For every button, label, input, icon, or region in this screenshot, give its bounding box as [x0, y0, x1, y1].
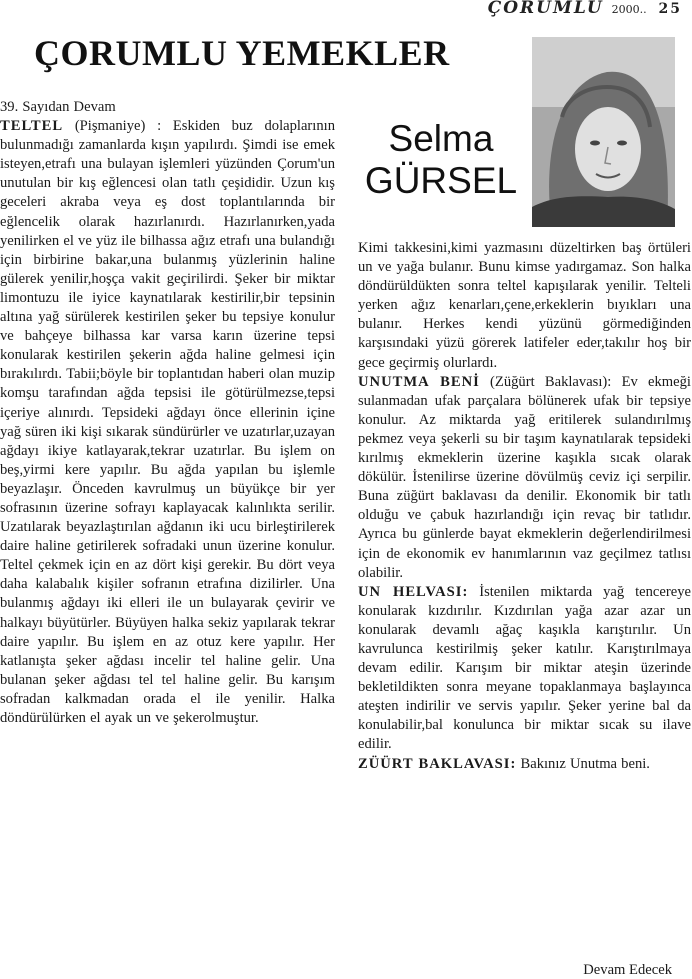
teltel-paragraph — [0, 117, 335, 728]
author-first-name: Selma — [388, 118, 494, 159]
author-photo — [532, 37, 675, 227]
unutma-beni-text: (Züğürt Baklavası): Ev ekmeği sulanmadan ufak parçalara bölünerek ufak bir tepsiye konulur. Az miktarda yağ eritilerek sulandırılmış pekmez veya şekerli su bir taşım kaynatılarak tepsideki kırılmış ekmeklerin üzerine kaşıkla sıcak olarak dökülür. İstenilirse üzerine dövülmüş ceviz içi serpilir. Buna züğürt baklavası da denilir. Ekonomik bir tatlı olduğu ve çabuk hazırlandığı için revaç bir tatlıdır. Ayrıca bu günlerde bayat ekmeklerin değerlendirilmesi için de ekonomik ev hanımlarının vaz geçilmez tatlısı olabilir. — [358, 373, 691, 581]
zuurt-baklavasi-heading: ZÜÜRT BAKLAVASI: — [358, 755, 517, 772]
continued-footer: Devam Edecek — [583, 962, 672, 978]
continued-note: 39. Sayıdan Devam — [0, 99, 116, 115]
left-column-article — [0, 98, 335, 728]
un-helvasi-heading: UN HELVASI: — [358, 583, 469, 600]
page-title: ÇORUMLU YEMEKLER — [34, 33, 450, 73]
magazine-logo — [488, 0, 682, 18]
page-number: 25 — [658, 1, 682, 17]
portrait-image — [532, 37, 675, 227]
teltel-text: (Pişmaniye) : Eskiden buz dolaplarının bulunmadığı zamanlarda kışın yapılırdı. Şimdi ise emek isteyen,etrafı una bulayan işlemleri yüzünden Çorum'un unutulan bir kış eğlencesi olan tatlı çeşididir. Uzun kış geceleri akraba veya eş dost toplantılarında bir eğlencelik olarak hazırlanırdı. Hazırlanırken,yada yenilirken el ve yüz ile bilhassa ağız etrafı una bulandığı için birbirine bakar,una bulanmış yüzlerinin haline gülerek yenilir,hoşça vakit geçirilirdi. Şeker bir miktar limontuzu ile iyice kaynatılarak kestirilir,bir tepsinin altına yağ sürülerek kestirilen şeker bu tepsiye konulur ve bahçeye bilhassa kar varsa karın üzerine tepsi konularak kestirilen şekerin ağda haline gelmesi için bırakılırdı. Tabii;böyle bir toplantıdan haberi olan muzip komşu tarafından ağda tepsisi ile götürülmezse,tepsi içeriye alınırdı. Tepsideki ağdayı önce ellerinin içine yağ süren iki kişi sıkarak sündürürler ve uzatırlar,uzayan ağdayı ikiye katlayarak,tekrar uzatırlar. Bu işlem on beş,yirmi kere yapılır. Bu ağda yapılan bu işlemle beyazlaşır. Önceden kavrulmuş un büyükçe bir yer sofrasının üzerine sofrayı kaplayacak kalınlıkta serilir. Uzatılarak beyazlaştırılan ağdanın iki ucu birleştirilerek daire haline getirilerek sofradaki unun üzerine konulur. Teltel çekmek için en az dört kişi gerekir. Bu dört veya daha kalabalık kişiler sofranın etrafına dizilirler. Una bulanmış ağdayı iki elleri ile un bulayarak çevirir ve halkayı büyütürler. Büyüyen halka sekiz yapılarak tekrar daire yapılır. Bu işlem en az otuz kere yapılır. Her katlanışta şeker ağdası incelir tel haline gelir. Una bulanan şeker ağdası tel tel haline gelir. Bu karışım sofradan kalkmadan orada el ile yenilir. Halka döndürülürken el ayak un ve şekerolmuştur. — [0, 118, 335, 726]
logo-text: ÇORUMLU — [487, 0, 604, 18]
un-helvasi-text: İstenilen miktarda yağ tencereye konularak kızdırılır. Kızdırılan yağa azar azar un konularak devamlı ağaç kaşıkla karıştırılır. Un kavrulunca kestirilmiş şeker katılır. Karıştırılmaya devam edilir. Karışım bir miktar ateşin üzerinde bekletildikten sonra meyane topaklanmaya başlayınca ateşten indirilir ve servis yapılır. Şeker yerine bal da konulabilir,bal konulunca bir miktar sıcak su ilave edilir. — [358, 583, 691, 753]
right-column-article — [358, 239, 691, 774]
zuurt-baklavasi-paragraph — [358, 755, 691, 774]
teltel-heading: TELTEL — [0, 118, 64, 135]
issue-year: 2000.. — [611, 3, 647, 16]
unutma-beni-paragraph — [358, 373, 691, 583]
author-last-name: GÜRSEL — [364, 160, 518, 201]
un-helvasi-paragraph — [358, 583, 691, 755]
intro-paragraph: Kimi takkesini,kimi yazmasını düzeltirken baş örtüleri un ve yağa bulanır. Bunu kimse yadırgamaz. Son halka döndürüldükten sonra teltel kapışılarak yenilir. Telteli yerken ağız kenarları,çene,erkeklerin bıyıkları una bulanır. Herkes kendi yüzünü görmediğinden karşısındaki yüzü görerek latifeler eder,takılır hoş bir gece geçirmiş olurlardı. — [358, 240, 691, 371]
zuurt-baklavasi-text: Bakınız Unutma beni. — [516, 755, 650, 772]
unutma-beni-heading: UNUTMA BENİ — [358, 373, 480, 390]
author-name — [356, 118, 526, 202]
